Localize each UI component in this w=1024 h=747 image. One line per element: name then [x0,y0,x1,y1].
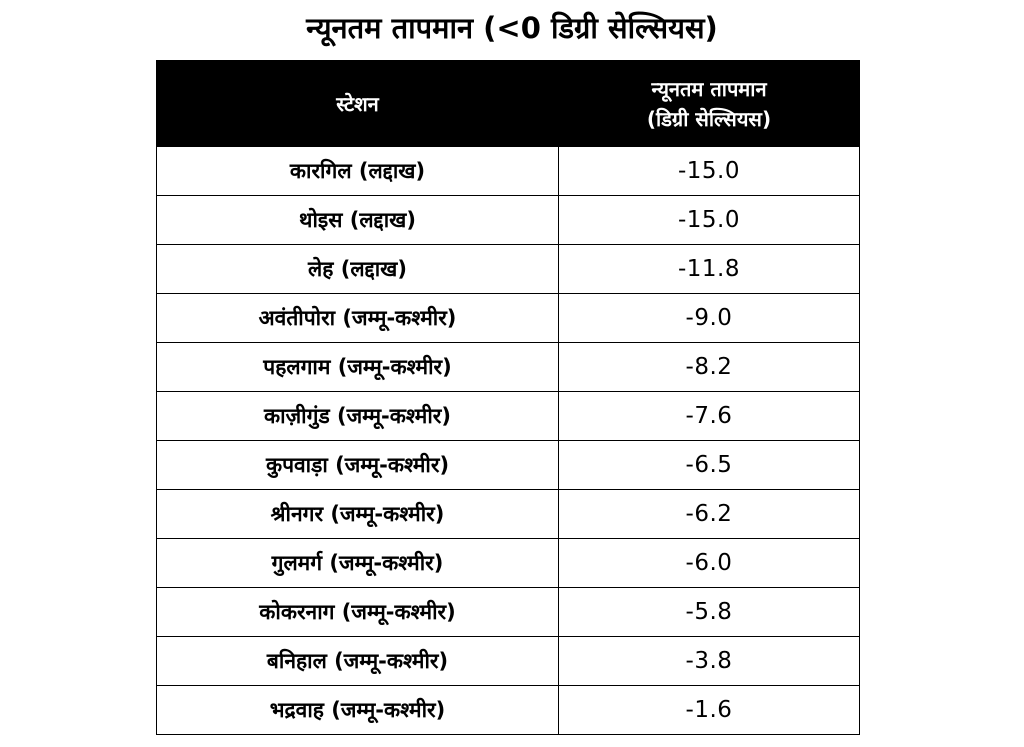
temperature-table [156,60,860,735]
station-cell: थोइस (लद्दाख) [157,196,559,245]
station-cell: भद्रवाह (जम्मू-कश्मीर) [157,686,559,735]
station-cell: काज़ीगुंड (जम्मू-कश्मीर) [157,392,559,441]
header-min-temp-line1: न्यूनतम तापमान [651,76,767,101]
table-row [157,539,860,588]
table-row [157,588,860,637]
table-body [157,147,860,735]
header-station-label: स्टेशन [336,91,379,116]
station-cell: पहलगाम (जम्मू-कश्मीर) [157,343,559,392]
station-cell: गुलमर्ग (जम्मू-कश्मीर) [157,539,559,588]
temperature-cell: -8.2 [559,343,860,392]
temperature-cell: -6.0 [559,539,860,588]
station-cell: कोकरनाग (जम्मू-कश्मीर) [157,588,559,637]
station-cell: अवंतीपोरा (जम्मू-कश्मीर) [157,294,559,343]
table-row [157,686,860,735]
header-min-temp [559,61,860,147]
table-row [157,147,860,196]
temperature-cell: -7.6 [559,392,860,441]
header-station [157,61,559,147]
table-header-row [157,61,860,147]
temperature-cell: -3.8 [559,637,860,686]
table-row [157,245,860,294]
temperature-cell: -15.0 [559,196,860,245]
table-row [157,392,860,441]
temperature-cell: -1.6 [559,686,860,735]
temperature-cell: -6.2 [559,490,860,539]
header-min-temp-line2: (डिग्री सेल्सियस) [646,106,772,131]
station-cell: बनिहाल (जम्मू-कश्मीर) [157,637,559,686]
temperature-cell: -6.5 [559,441,860,490]
station-cell: कुपवाड़ा (जम्मू-कश्मीर) [157,441,559,490]
page-title: न्यूनतम तापमान (<0 डिग्री सेल्सियस) [306,11,718,45]
table-row [157,637,860,686]
station-cell: कारगिल (लद्दाख) [157,147,559,196]
temperature-cell: -15.0 [559,147,860,196]
station-cell: लेह (लद्दाख) [157,245,559,294]
table-row [157,441,860,490]
temperature-cell: -9.0 [559,294,860,343]
temperature-cell: -5.8 [559,588,860,637]
table-row [157,490,860,539]
temperature-cell: -11.8 [559,245,860,294]
table-row [157,196,860,245]
table-row [157,294,860,343]
station-cell: श्रीनगर (जम्मू-कश्मीर) [157,490,559,539]
table-row [157,343,860,392]
